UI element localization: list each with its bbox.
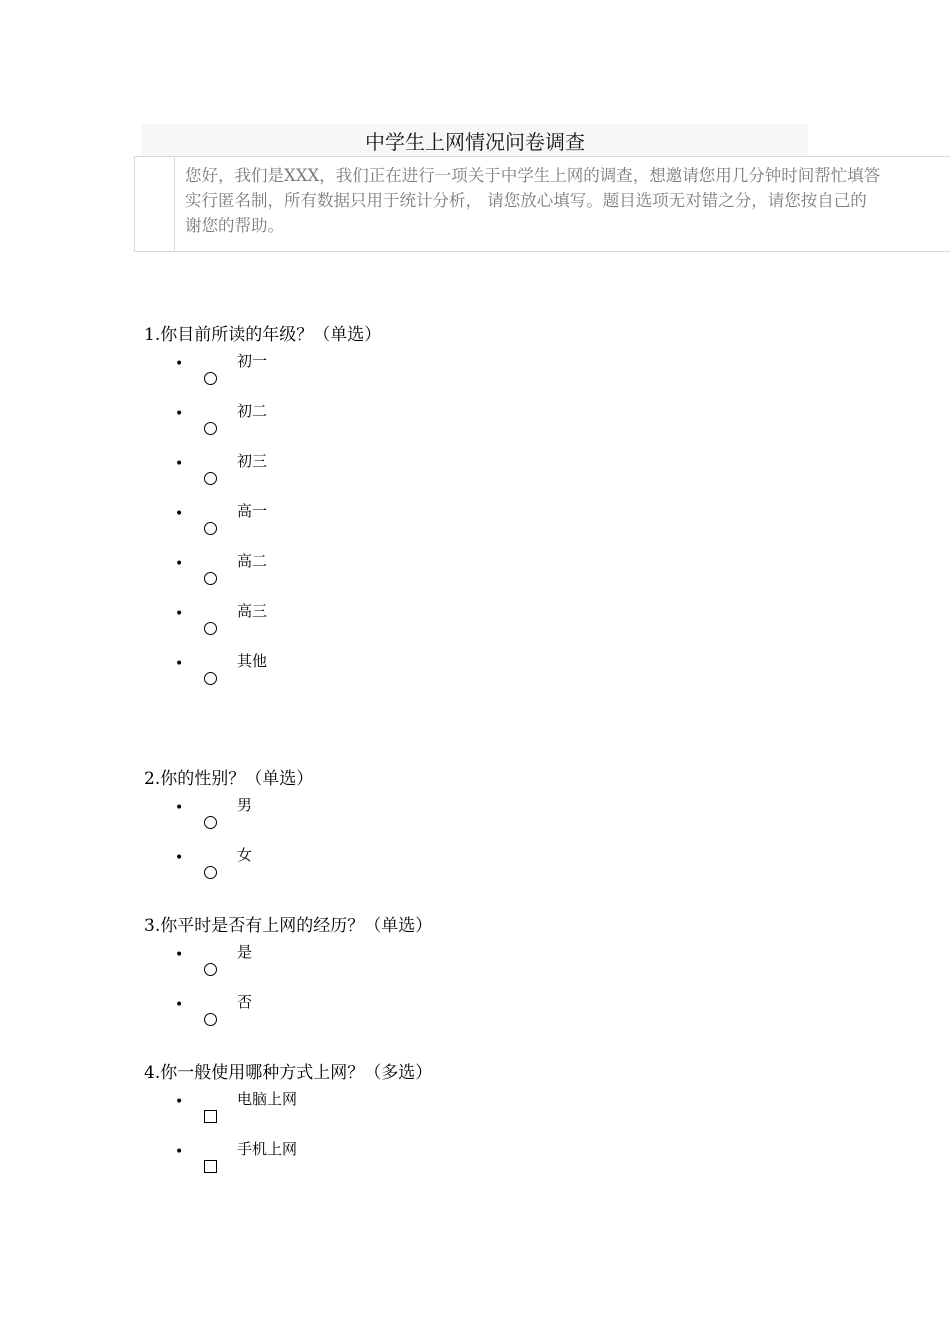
question-1-title: 1.你目前所读的年级？（单选） bbox=[144, 325, 382, 345]
bullet: • bbox=[175, 997, 184, 1013]
q1-option[interactable] bbox=[0, 452, 400, 498]
bullet: • bbox=[175, 1144, 184, 1160]
option-label: 初二 bbox=[237, 402, 268, 420]
bullet: • bbox=[175, 947, 184, 963]
bullet: • bbox=[175, 800, 184, 816]
radio-button[interactable] bbox=[204, 1013, 217, 1026]
option-label: 手机上网 bbox=[237, 1140, 298, 1158]
option-label: 其他 bbox=[237, 652, 268, 670]
q1-option[interactable] bbox=[0, 552, 400, 598]
option-label: 初三 bbox=[237, 452, 268, 470]
bullet: • bbox=[175, 606, 184, 622]
radio-button[interactable] bbox=[204, 963, 217, 976]
intro-line: 实行匿名制，所有数据只用于统计分析， 请您放心填写。题目选项无对错之分，请您按自己的 bbox=[185, 191, 867, 210]
intro-line: 您好，我们是XXX，我们正在进行一项关于中学生上网的调查，想邀请您用几分钟时间帮忙填答 bbox=[185, 166, 881, 185]
q3-option[interactable] bbox=[0, 993, 400, 1039]
bullet: • bbox=[175, 506, 184, 522]
bullet: • bbox=[175, 456, 184, 472]
option-label: 初一 bbox=[237, 352, 268, 370]
radio-button[interactable] bbox=[204, 372, 217, 385]
q4-option[interactable] bbox=[0, 1090, 400, 1136]
intro-box bbox=[134, 156, 950, 252]
q1-option[interactable] bbox=[0, 502, 400, 548]
q1-option[interactable] bbox=[0, 402, 400, 448]
option-label: 高三 bbox=[237, 602, 268, 620]
radio-button[interactable] bbox=[204, 572, 217, 585]
option-label: 男 bbox=[237, 796, 253, 814]
bullet: • bbox=[175, 850, 184, 866]
question-4-title: 4.你一般使用哪种方式上网？（多选） bbox=[144, 1063, 433, 1083]
bullet: • bbox=[175, 406, 184, 422]
radio-button[interactable] bbox=[204, 672, 217, 685]
q1-option[interactable] bbox=[0, 352, 400, 398]
option-label: 否 bbox=[237, 993, 253, 1011]
question-2-title: 2.你的性别？（单选） bbox=[144, 769, 314, 789]
option-label: 高一 bbox=[237, 502, 268, 520]
checkbox[interactable] bbox=[204, 1160, 217, 1173]
q1-option[interactable] bbox=[0, 652, 400, 698]
q2-option[interactable] bbox=[0, 846, 400, 892]
radio-button[interactable] bbox=[204, 422, 217, 435]
q1-option[interactable] bbox=[0, 602, 400, 648]
radio-button[interactable] bbox=[204, 866, 217, 879]
question-3-title: 3.你平时是否有上网的经历？（单选） bbox=[144, 916, 433, 936]
option-label: 电脑上网 bbox=[237, 1090, 298, 1108]
intro-text bbox=[185, 163, 950, 238]
bullet: • bbox=[175, 356, 184, 372]
q3-option[interactable] bbox=[0, 943, 400, 989]
checkbox[interactable] bbox=[204, 1110, 217, 1123]
radio-button[interactable] bbox=[204, 522, 217, 535]
option-label: 女 bbox=[237, 846, 253, 864]
q4-option[interactable] bbox=[0, 1140, 400, 1186]
survey-title: 中学生上网情况问卷调查 bbox=[142, 124, 808, 156]
intro-line: 谢您的帮助。 bbox=[185, 216, 284, 235]
bullet: • bbox=[175, 656, 184, 672]
q2-option[interactable] bbox=[0, 796, 400, 842]
radio-button[interactable] bbox=[204, 472, 217, 485]
radio-button[interactable] bbox=[204, 622, 217, 635]
bullet: • bbox=[175, 1094, 184, 1110]
radio-button[interactable] bbox=[204, 816, 217, 829]
option-label: 是 bbox=[237, 943, 253, 961]
intro-gutter bbox=[135, 157, 175, 251]
option-label: 高二 bbox=[237, 552, 268, 570]
bullet: • bbox=[175, 556, 184, 572]
